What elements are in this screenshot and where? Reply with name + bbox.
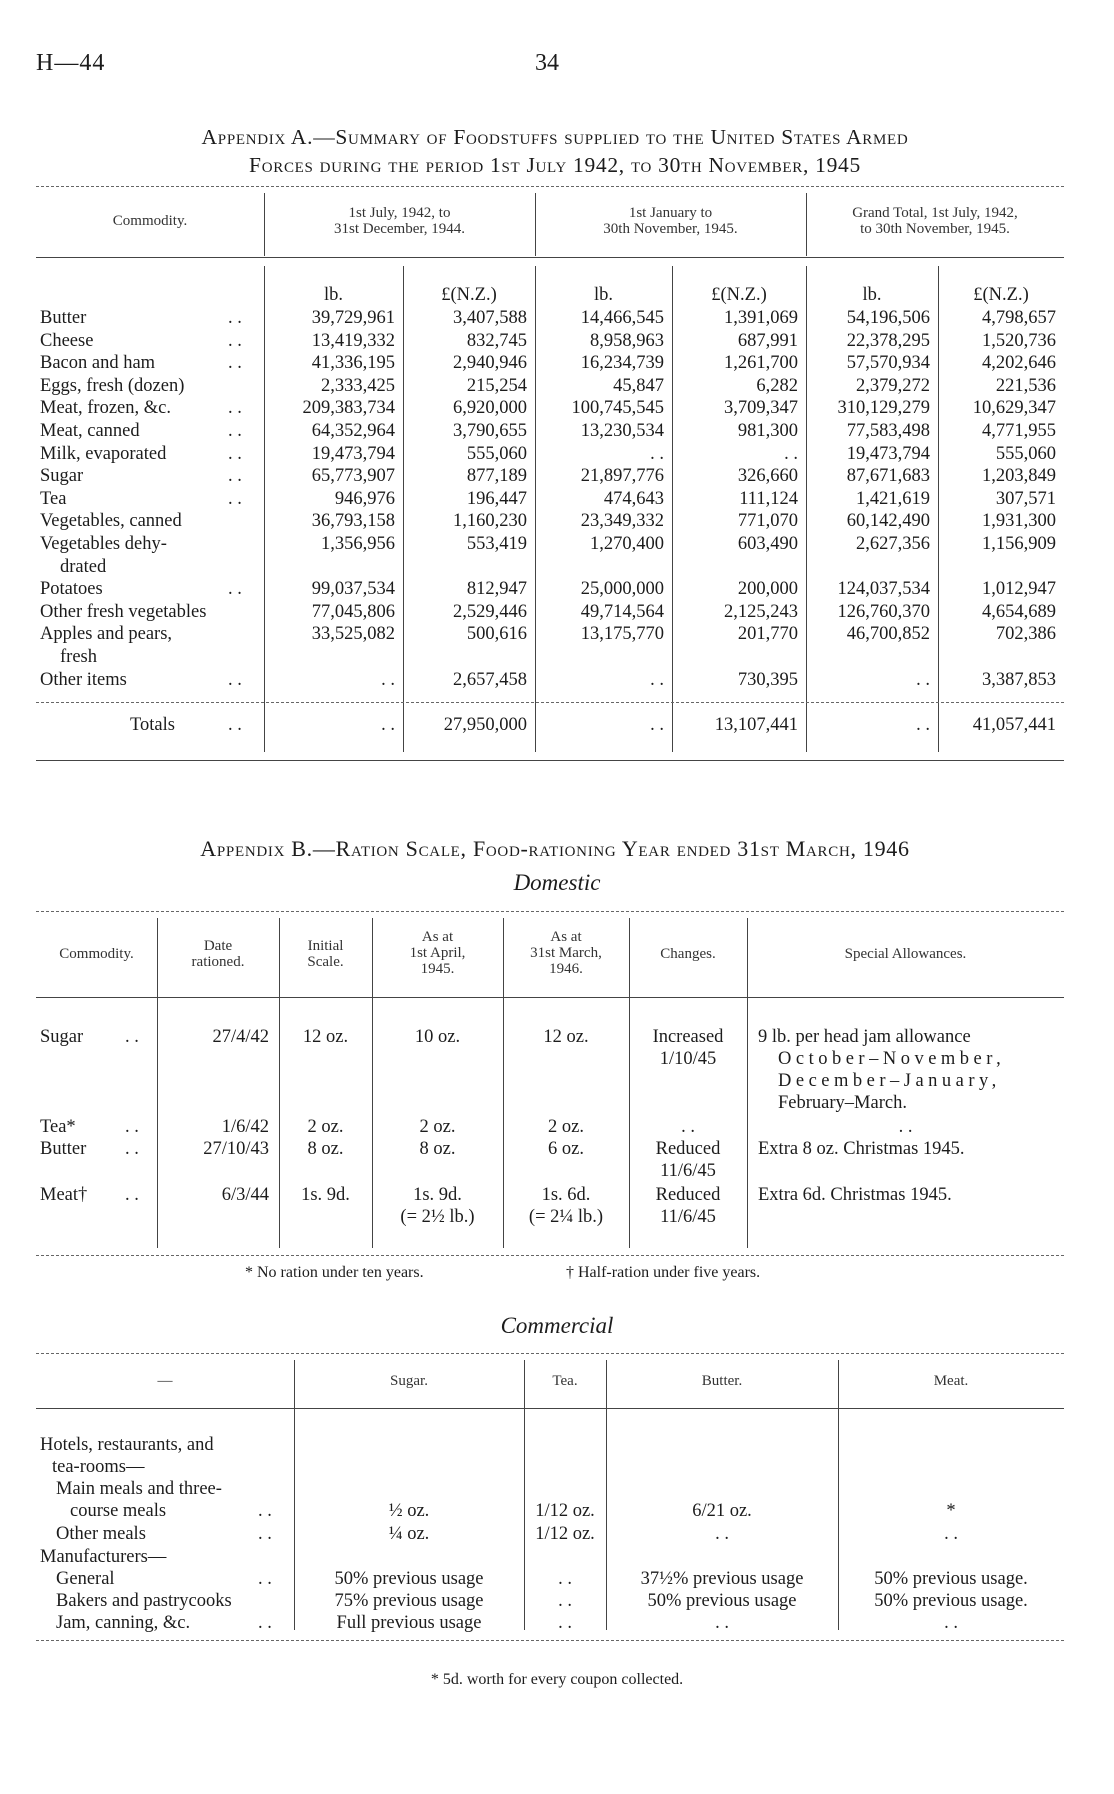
commodity-name-continued: fresh [60, 647, 97, 667]
table-cell: 2,379,272 [856, 375, 930, 396]
sugar-cell: 50% previous usage [334, 1569, 484, 1589]
table-cell: 22,378,295 [846, 330, 930, 351]
initial-scale: 12 oz. [302, 1027, 349, 1047]
table-cell: 1,356,956 [321, 534, 395, 554]
dots: . . [228, 466, 242, 487]
table-cell: 221,536 [995, 375, 1056, 396]
table-cell: 3,709,347 [724, 398, 798, 419]
appendix-a-title-line2: Forces during the period 1st July 1942, to 30th November, 1945 [249, 153, 861, 177]
table-cell: 2,940,946 [453, 353, 527, 374]
commodity-name: Sugar [40, 1027, 84, 1047]
special-allowance: . . [898, 1117, 913, 1137]
commodity-name: Tea* [40, 1117, 76, 1137]
commodity-name: Cheese [40, 330, 94, 351]
col-header-changes: Changes. [660, 946, 716, 962]
table-cell: 8,958,963 [590, 330, 664, 351]
rule [36, 911, 1064, 912]
rule [36, 186, 1064, 187]
table-cell: 4,654,689 [982, 601, 1056, 622]
table-cell: 307,571 [995, 488, 1056, 509]
col-header-commodity: Commodity. [112, 213, 188, 229]
table-cell: 16,234,739 [580, 353, 664, 374]
col-header-as-at-march: As at 31st March, 1946. [530, 929, 602, 977]
changes: Reduced 11/6/45 [655, 1139, 721, 1181]
table-cell: 2,657,458 [453, 669, 527, 690]
commodity-name: Sugar [40, 466, 84, 487]
table-cell: 57,570,934 [846, 353, 930, 374]
date-rationed: 27/10/43 [203, 1139, 269, 1159]
table-cell: 1,421,619 [856, 488, 930, 509]
table-cell: 13,419,332 [311, 330, 395, 351]
table-cell: 87,671,683 [846, 466, 930, 487]
table-cell: 39,729,961 [311, 308, 395, 328]
table-cell: 1,520,736 [982, 330, 1056, 351]
table-cell: 730,395 [737, 669, 798, 690]
butter-cell: 37½% previous usage [640, 1569, 804, 1589]
tea-cell: 1/12 oz. [535, 1501, 595, 1521]
dots: . . [125, 1117, 139, 1137]
dots: . . [125, 1027, 139, 1047]
table-cell: . . [381, 669, 395, 690]
table-cell: 4,202,646 [982, 353, 1056, 374]
page-ref: H—44 [36, 50, 106, 76]
changes: Increased 1/10/45 [652, 1027, 724, 1069]
totals-dots: . . [228, 715, 242, 735]
dots: . . [228, 308, 242, 328]
unit-label: lb. [323, 285, 343, 305]
rule [36, 1640, 1064, 1641]
totals-cell: 13,107,441 [714, 715, 798, 735]
commodity-name: Milk, evaporated [40, 443, 167, 464]
rule [36, 760, 1064, 761]
rule [36, 1255, 1064, 1256]
table-cell: 6,282 [756, 375, 798, 396]
table-cell: . . [650, 669, 664, 690]
commodity-name: Other fresh vegetables [40, 601, 207, 622]
table-cell: 126,760,370 [837, 601, 930, 622]
dots: . . [258, 1501, 272, 1521]
dots: . . [228, 488, 242, 509]
totals-cell: 27,950,000 [443, 715, 527, 735]
dots: . . [228, 330, 242, 351]
commodity-name: Butter [40, 1139, 87, 1159]
table-cell: 201,770 [737, 624, 798, 645]
as-at-april: 10 oz. [414, 1027, 461, 1047]
commodity-name: Apples and pears, [40, 624, 173, 645]
footnote: * No ration under ten years. [245, 1264, 424, 1281]
sugar-cell: ¼ oz. [388, 1524, 430, 1544]
special-allowance: 9 lb. per head jam allowance October–November, December–January, February–March. [758, 1027, 1006, 1113]
table-cell: 2,627,356 [856, 534, 930, 554]
table-cell: 60,142,490 [846, 511, 930, 532]
row-label: Main meals and three- [56, 1479, 222, 1499]
meat-cell: . . [944, 1524, 958, 1544]
row-label: tea-rooms— [52, 1457, 145, 1477]
tea-cell: . . [558, 1591, 572, 1611]
commodity-name: Meat, canned [40, 421, 140, 441]
commodity-name: Meat, frozen, &c. [40, 398, 171, 419]
table-cell: 41,336,195 [311, 353, 395, 374]
dots: . . [228, 579, 242, 600]
appendix-a-title-line1: Appendix A.—Summary of Foodstuffs supplied to the United States Armed [201, 125, 909, 149]
row-label: Other meals [56, 1524, 146, 1544]
table-cell: 555,060 [995, 443, 1056, 464]
initial-scale: 8 oz. [307, 1139, 344, 1159]
col-header-date-rationed: Date rationed. [191, 938, 245, 970]
table-cell: 124,037,534 [837, 579, 930, 600]
table-cell: 1,270,400 [590, 534, 664, 554]
table-cell: 603,490 [737, 534, 798, 554]
table-cell: 687,991 [737, 330, 798, 351]
col-header-blank: — [157, 1373, 173, 1389]
row-label: course meals [70, 1501, 167, 1521]
table-cell: 77,583,498 [846, 421, 930, 441]
totals-cell: . . [916, 715, 930, 735]
unit-label: £(N.Z.) [441, 285, 497, 305]
totals-cell: . . [650, 715, 664, 735]
initial-scale: 2 oz. [307, 1117, 344, 1137]
table-cell: 981,300 [737, 421, 798, 441]
butter-cell: . . [715, 1524, 729, 1544]
commodity-name: Potatoes [40, 579, 103, 600]
meat-cell: * [946, 1501, 956, 1521]
dots: . . [258, 1524, 272, 1544]
as-at-april: 1s. 9d. (= 2½ lb.) [400, 1185, 475, 1227]
table-cell: 65,773,907 [311, 466, 395, 487]
dots: . . [125, 1185, 139, 1205]
table-cell: 215,254 [466, 375, 527, 396]
table-cell: 2,529,446 [453, 601, 527, 622]
table-cell: 19,473,794 [846, 443, 930, 464]
col-header-tea: Tea. [552, 1373, 578, 1389]
domestic-subtitle: Domestic [513, 870, 601, 895]
page-number: 34 [535, 50, 559, 76]
table-cell: 500,616 [466, 624, 527, 645]
footnote: † Half-ration under five years. [566, 1264, 761, 1281]
dots: . . [228, 443, 242, 464]
table-cell: 19,473,794 [311, 443, 395, 464]
table-cell: 13,230,534 [580, 421, 664, 441]
as-at-april: 8 oz. [419, 1139, 456, 1159]
commodity-name: Vegetables, canned [40, 511, 182, 532]
rule [747, 918, 748, 1248]
table-cell: 14,466,545 [580, 308, 664, 328]
sugar-cell: 75% previous usage [334, 1591, 484, 1611]
table-cell: . . [916, 669, 930, 690]
table-cell: 4,798,657 [982, 308, 1056, 328]
date-rationed: 27/4/42 [212, 1027, 269, 1047]
row-label: Manufacturers— [40, 1547, 167, 1567]
changes: . . [681, 1117, 695, 1137]
rule [36, 1353, 1064, 1354]
table-cell: 3,387,853 [982, 669, 1056, 690]
commodity-name: Butter [40, 308, 87, 328]
table-cell: 946,976 [334, 488, 395, 509]
table-cell: 49,714,564 [580, 601, 664, 622]
table-cell: 2,125,243 [724, 601, 798, 622]
table-cell: 474,643 [603, 488, 664, 509]
table-cell: 4,771,955 [982, 421, 1056, 441]
commodity-name-continued: drated [60, 556, 107, 577]
col-header-period1: 1st July, 1942, to 31st December, 1944. [333, 205, 466, 237]
table-cell: 1,160,230 [453, 511, 527, 532]
unit-label: £(N.Z.) [711, 285, 767, 305]
as-at-april: 2 oz. [419, 1117, 456, 1137]
special-allowance: Extra 6d. Christmas 1945. [758, 1185, 952, 1205]
tea-cell: . . [558, 1569, 572, 1589]
table-cell: 111,124 [739, 488, 798, 509]
table-cell: 64,352,964 [311, 421, 395, 441]
tea-cell: . . [558, 1613, 572, 1633]
totals-label: Totals [130, 715, 175, 735]
sugar-cell: Full previous usage [336, 1613, 482, 1633]
col-header-butter: Butter. [701, 1373, 743, 1389]
footnote: * 5d. worth for every coupon collected. [430, 1671, 684, 1688]
row-label: Jam, canning, &c. [56, 1613, 191, 1633]
col-header-as-at-april: As at 1st April, 1945. [409, 929, 466, 977]
table-cell: 23,349,332 [580, 511, 664, 532]
changes: Reduced 11/6/45 [655, 1185, 721, 1227]
table-cell: 3,407,588 [453, 308, 527, 328]
appendix-b-title: Appendix B.—Ration Scale, Food-rationing Year ended 31st March, 1946 [200, 836, 910, 861]
table-cell: 46,700,852 [846, 624, 930, 645]
initial-scale: 1s. 9d. [301, 1185, 350, 1205]
col-header-meat: Meat. [933, 1373, 969, 1389]
tea-cell: 1/12 oz. [535, 1524, 595, 1544]
table-cell: 832,745 [466, 330, 527, 351]
table-cell: 1,931,300 [982, 511, 1056, 532]
table-cell: 13,175,770 [580, 624, 664, 645]
as-at-march: 12 oz. [543, 1027, 589, 1047]
table-cell: 3,790,655 [453, 421, 527, 441]
table-cell: 326,660 [737, 466, 798, 487]
col-header-commodity: Commodity. [59, 946, 134, 962]
col-header-initial-scale: Initial Scale. [307, 938, 344, 970]
table-cell: 553,419 [466, 534, 527, 554]
table-cell: . . [784, 443, 798, 464]
table-cell: 21,897,776 [580, 466, 664, 487]
as-at-march: 6 oz. [548, 1139, 584, 1159]
dots: . . [258, 1569, 272, 1589]
butter-cell: . . [715, 1613, 729, 1633]
butter-cell: 50% previous usage [647, 1591, 797, 1611]
table-cell: 33,525,082 [311, 624, 395, 645]
special-allowance: Extra 8 oz. Christmas 1945. [758, 1139, 965, 1159]
table-cell: 25,000,000 [580, 579, 664, 600]
dots: . . [228, 398, 242, 419]
row-label: General [56, 1569, 115, 1589]
dots: . . [125, 1139, 139, 1159]
as-at-march: 1s. 6d. (= 2¼ lb.) [528, 1185, 604, 1227]
table-cell: 10,629,347 [972, 398, 1056, 419]
dots: . . [258, 1613, 272, 1633]
commodity-name: Vegetables dehy- [40, 534, 167, 554]
meat-cell: 50% previous usage. [874, 1569, 1028, 1589]
table-cell: 99,037,534 [311, 579, 395, 600]
table-cell: 1,156,909 [982, 534, 1056, 554]
col-header-special-allowances: Special Allowances. [844, 946, 967, 962]
table-cell: 812,947 [466, 579, 527, 600]
commodity-name: Meat† [40, 1185, 88, 1205]
dots: . . [228, 421, 242, 441]
table-cell: 555,060 [466, 443, 527, 464]
table-cell: 196,447 [466, 488, 527, 509]
dots: . . [228, 669, 242, 690]
unit-label: £(N.Z.) [973, 285, 1029, 305]
table-cell: 1,391,069 [724, 308, 798, 328]
commodity-name: Eggs, fresh (dozen) [40, 375, 185, 396]
table-cell: . . [650, 443, 664, 464]
table-cell: 45,847 [613, 375, 664, 396]
as-at-march: 2 oz. [548, 1117, 584, 1137]
rule [36, 702, 1064, 703]
table-cell: 6,920,000 [453, 398, 527, 419]
table-cell: 100,745,545 [571, 398, 664, 419]
commodity-name: Other items [40, 669, 127, 690]
totals-cell: 41,057,441 [972, 715, 1056, 735]
table-cell: 702,386 [995, 624, 1056, 645]
table-cell: 36,793,158 [311, 511, 395, 532]
unit-label: lb. [593, 285, 613, 305]
table-cell: 2,333,425 [321, 375, 395, 396]
row-label: Bakers and pastrycooks [56, 1591, 232, 1611]
table-cell: 1,203,849 [982, 466, 1056, 487]
date-rationed: 6/3/44 [221, 1185, 269, 1205]
table-cell: 54,196,506 [846, 308, 930, 328]
date-rationed: 1/6/42 [221, 1117, 269, 1137]
rule [36, 1408, 1064, 1409]
table-cell: 200,000 [737, 579, 798, 600]
table-cell: 1,012,947 [982, 579, 1056, 600]
col-header-grand-total: Grand Total, 1st July, 1942, to 30th November, 1945. [852, 205, 1018, 237]
commodity-name: Tea [40, 488, 67, 509]
col-header-sugar: Sugar. [390, 1373, 428, 1389]
rule [36, 997, 1064, 998]
sugar-cell: ½ oz. [388, 1501, 430, 1521]
commercial-subtitle: Commercial [500, 1313, 614, 1338]
rule [36, 257, 1064, 258]
totals-cell: . . [381, 715, 395, 735]
commodity-name: Bacon and ham [40, 353, 156, 374]
butter-cell: 6/21 oz. [692, 1501, 752, 1521]
table-cell: 310,129,279 [837, 398, 930, 419]
table-cell: 877,189 [466, 466, 527, 487]
row-label: Hotels, restaurants, and [40, 1435, 214, 1455]
table-cell: 1,261,700 [724, 353, 798, 374]
table-cell: 771,070 [737, 511, 798, 532]
unit-label: lb. [862, 285, 882, 305]
table-cell: 77,045,806 [311, 601, 395, 622]
dots: . . [228, 353, 242, 374]
meat-cell: 50% previous usage. [874, 1591, 1028, 1611]
table-cell: 209,383,734 [302, 398, 395, 419]
meat-cell: . . [944, 1613, 958, 1633]
col-header-period2: 1st January to 30th November, 1945. [603, 205, 738, 237]
